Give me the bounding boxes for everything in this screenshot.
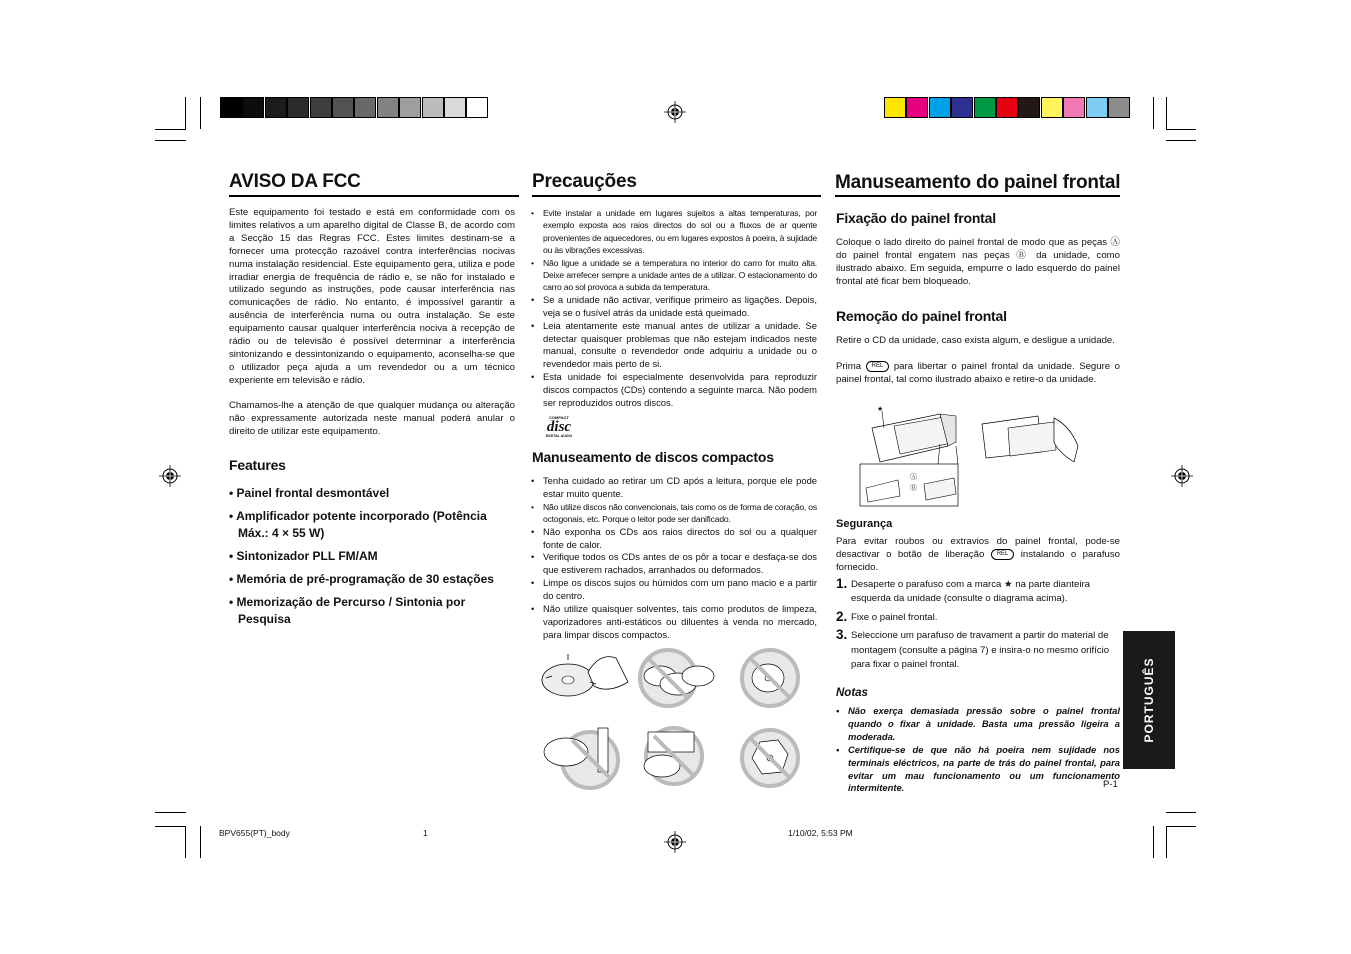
attach-panel-text: Coloque o lado direito do painel frontal de modo que as peças Ⓐ do painel frontal engatem nas peças Ⓑ da unidade, como ilustrado abaixo. Em seguida, empurre o lado esquerdo do painel frontal até ficar bem bloqueado. <box>836 237 1120 287</box>
color-swatch <box>310 97 332 118</box>
step-item <box>836 576 1120 607</box>
list-item: • Não utilize quaisquer solventes, tais como produtos de limpeza, vaporizadores anti-estáticos ou diluentes à venda no mercado, para limpar discos compactos. <box>531 603 817 642</box>
page-number: P-1 <box>1103 779 1118 790</box>
list-item: • Verifique todos os CDs antes de os pôr a tocar e desfaça-se dos que estiverem rachados, arranhados ou deformados. <box>531 551 817 577</box>
list-item: • Limpe os discos sujos ou húmidos com um pano macio e a partir do centro. <box>531 577 817 603</box>
damaged-discs-prohibited-illustration <box>644 728 702 784</box>
step-text: Desaperte o parafuso com a marca ★ na parte dianteira esquerda da unidade (consulte o diagrama acima). <box>851 579 1090 605</box>
notes-list <box>836 705 1120 795</box>
list-item: • Não ligue a unidade se a temperatura no interior do carro for muito alta. Deixe arrefecer sempre a unidade antes de a utilizar. O estacionamento do carro ao sol provoca a subida da temperatura. <box>531 257 817 294</box>
step-text: Seleccione um parafuso de travament a partir do material de montagem (consulte a página 7) e insira-o no mesmo orifício para fixar o painel frontal. <box>851 630 1110 671</box>
cd-handling-list <box>531 475 817 642</box>
list-item: • Se a unidade não activar, verifique primeiro as ligações. Depois, veja se o fusível atrás da unidade está queimado. <box>531 294 817 320</box>
color-swatch <box>377 97 399 118</box>
list-item: • Evite instalar a unidade em lugares sujeitos a altas temperaturas, por exemplo exposta aos raios directos do sol ou a fluxos de ar quente provenientes de aquecedores, ou em lugares expostos à poeira, à sujidade ou às vibrações excessivas. <box>531 207 817 257</box>
section-rule <box>229 195 519 197</box>
note-item: • Não exerça demasiada pressão sobre o painel frontal quando o fixar à unidade. Basta uma pressão ligeira a moderada. <box>836 705 1120 744</box>
language-tab <box>1123 631 1175 769</box>
list-item: • Tenha cuidado ao retirar um CD após a leitura, porque ele pode estar muito quente. <box>531 475 817 501</box>
security-text <box>836 536 1120 575</box>
panel-part-b-label: Ⓑ <box>910 485 917 492</box>
color-swatch <box>1018 97 1040 118</box>
color-swatch <box>884 97 906 118</box>
color-swatch <box>951 97 973 118</box>
color-swatch <box>974 97 996 118</box>
color-swatch <box>1063 97 1085 118</box>
list-item: • Sintonizador PLL FM/AM <box>229 549 378 563</box>
compact-disc-logo-main: disc <box>546 419 572 435</box>
front-panel-diagram <box>858 406 1098 508</box>
color-swatch <box>287 97 309 118</box>
footer-page: 1 <box>423 828 428 838</box>
section-rule <box>532 195 821 197</box>
compact-disc-logo-top: COMPACT <box>549 415 569 420</box>
step-number: 1. <box>836 576 848 591</box>
notes-title: Notas <box>836 687 868 699</box>
color-swatch <box>332 97 354 118</box>
color-swatch <box>929 97 951 118</box>
security-steps <box>836 574 1120 672</box>
remove-panel-title: Remoção do painel frontal <box>836 308 1007 324</box>
list-item: • Memória de pré-programação de 30 estações <box>229 572 494 586</box>
registration-mark-icon <box>159 465 181 487</box>
cd-handling-title: Manuseamento de discos compactos <box>532 449 774 465</box>
registration-mark-icon <box>664 101 686 123</box>
front-panel-title: Manuseamento do painel frontal <box>835 172 1121 193</box>
section-rule <box>835 195 1120 197</box>
list-item: • Leia atentamente este manual antes de utilizar a unidade. Se detectar quaisquer problemas que não estejam indicados neste manual, consulte o revendedor onde adquiriu a unidade ou o revendedor mais perto de si. <box>531 320 817 372</box>
step-number: 2. <box>836 608 848 624</box>
color-swatch <box>1041 97 1063 118</box>
step-number: 3. <box>836 627 848 643</box>
attach-panel-title: Fixação do painel frontal <box>836 210 996 226</box>
fcc-paragraph: Este equipamento foi testado e está em conformidade com os limites relativos a um aparelho digital de Classe B, de acordo com a Secção 15 das Regras FCC. Estes limites destinam-se a fornecer uma protecção razoável contra interferências nocivas numa instalação residencial. Este equipamento gera, utiliza e pode irradiar energia de frequência de rádio e, se não for instalado e utilizado segundo as instruções, pode causar interferência nas comunicações de rádio. No entanto, é impossível garantir a ausência de interferência numa ou outra instalação. Se este equipamento causar qualquer interferência nociva à recepção de rádio ou de televisão é possível determinar a interferência sintonizando e dessintonizando o equipamento, aconselha-se que o utilizador peça ajuda a um revendedor ou a um técnico experiente em televisão e rádio. <box>229 207 515 386</box>
security-text-start: Para evitar roubos ou extravios do painel frontal, pode-se desactivar o botão de liberação <box>836 536 1120 560</box>
step-text: Fixe o painel frontal. <box>851 611 938 623</box>
step-item <box>836 627 1120 672</box>
list-item: • Não exponha os CDs aos raios directos do sol ou a qualquer fonte de calor. <box>531 526 817 552</box>
fcc-title: AVISO DA FCC <box>229 171 361 192</box>
compact-disc-logo <box>542 416 576 438</box>
registration-mark-icon <box>664 831 686 853</box>
footer-timestamp: 1/10/02, 5:53 PM <box>788 828 853 838</box>
color-swatch <box>220 97 242 118</box>
remove-panel-text-end: para libertar o painel frontal da unidade. Segure o painel frontal, tal como ilustrado abaixo e retire-o da unidade. <box>836 361 1120 385</box>
color-swatch <box>1108 97 1130 118</box>
color-swatch <box>444 97 466 118</box>
heat-prohibited-illustration <box>742 650 798 706</box>
precautions-list <box>531 207 817 410</box>
list-item: • Esta unidade foi especialmente desenvolvida para reproduzir discos compactos (CDs) contendo a seguinte marca. Não podem ser reproduzidos outros discos. <box>531 371 817 410</box>
list-item: • Memorização de Percurso / Sintonia por Pesquisa <box>229 595 466 626</box>
remove-panel-text <box>836 361 1120 387</box>
features-list <box>229 485 519 634</box>
panel-star-marker: ★ <box>877 406 884 413</box>
rel-button-icon: REL <box>991 549 1015 560</box>
remove-panel-text: Retire o CD da unidade, caso exista algum, e desligue a unidade. <box>836 335 1115 346</box>
color-swatch <box>265 97 287 118</box>
compact-disc-logo-bottom: DIGITAL AUDIO <box>545 434 573 438</box>
fcc-paragraph: Chamamos-lhe a atenção de que qualquer mudança ou alteração não expressamente autorizada neste manual poderá anular o direito de utilizar este equipamento. <box>229 400 515 437</box>
odd-shaped-discs-prohibited-illustration <box>640 650 714 706</box>
precautions-title: Precauções <box>532 171 637 192</box>
step-item <box>836 609 1120 625</box>
wipe-disc-illustration <box>542 654 628 696</box>
features-title: Features <box>229 457 286 473</box>
list-item: • Não utilize discos não convencionais, tais como os de forma de coração, os octogonais, etc. Porque o leitor pode ser danificado. <box>531 501 817 526</box>
color-swatch <box>1086 97 1108 118</box>
list-item: • Painel frontal desmontável <box>229 486 390 500</box>
deformed-disc-prohibited-illustration <box>742 730 798 786</box>
color-swatch <box>399 97 421 118</box>
color-swatch <box>422 97 444 118</box>
solvents-prohibited-illustration <box>544 728 618 788</box>
note-item: • Certifique-se de que não há poeira nem sujidade nos terminais eléctricos, na parte de trás do painel frontal, para evitar um mau funcionamento ou um funcionamento intermitente. <box>836 744 1120 796</box>
language-tab-label: PORTUGUÊS <box>1142 657 1156 743</box>
rel-button-icon: REL <box>866 361 890 372</box>
footer-filename: BPV655(PT)_body <box>219 828 290 838</box>
panel-part-a-label: Ⓐ <box>910 474 917 481</box>
registration-mark-icon <box>1171 465 1193 487</box>
cd-care-illustrations <box>538 642 810 790</box>
remove-panel-text-start: Prima <box>836 361 862 373</box>
color-swatch <box>242 97 264 118</box>
security-title: Segurança <box>836 518 893 530</box>
color-swatch <box>466 97 488 118</box>
color-swatch <box>354 97 376 118</box>
list-item: • Amplificador potente incorporado (Potência Máx.: 4 × 55 W) <box>229 509 487 540</box>
color-swatch <box>906 97 928 118</box>
color-swatch <box>996 97 1018 118</box>
security-text-end: instalando o parafuso fornecido. <box>836 548 1120 573</box>
